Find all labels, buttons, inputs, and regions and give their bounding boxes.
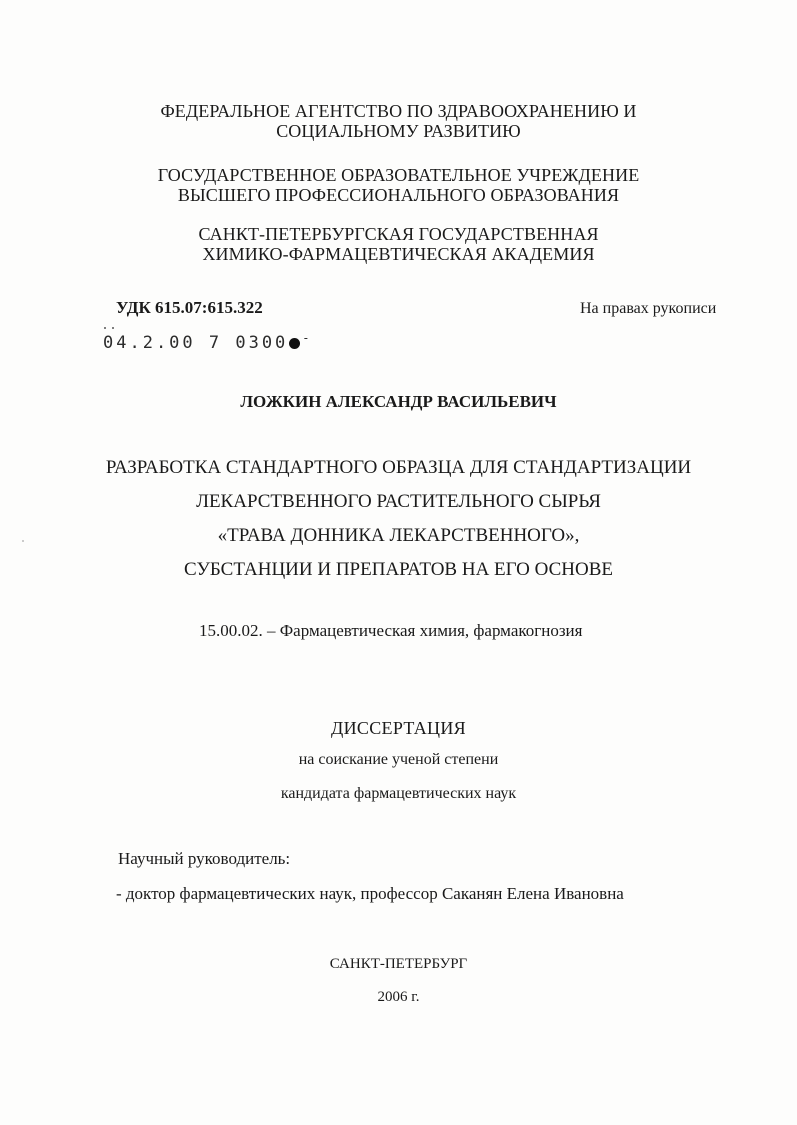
agency-line-2: СОЦИАЛЬНОМУ РАЗВИТИЮ	[276, 121, 521, 141]
institution-line-1: ГОСУДАРСТВЕННОЕ ОБРАЗОВАТЕЛЬНОЕ УЧРЕЖДЕНИЕ	[157, 165, 640, 185]
institution-header	[0, 165, 797, 205]
dissertation-title	[0, 451, 797, 587]
academy-line-2: ХИМИКО-ФАРМАЦЕВТИЧЕСКАЯ АКАДЕМИЯ	[202, 244, 595, 264]
supervisor-details: - доктор фармацевтических наук, профессор Саканян Елена Ивановна	[116, 884, 624, 903]
degree-line-1: на соискание ученой степени	[298, 751, 499, 768]
specialty-code: 15.00.02. – Фармацевтическая химия, фармакогнозия	[199, 621, 583, 640]
institution-line-2: ВЫСШЕГО ПРОФЕССИОНАЛЬНОГО ОБРАЗОВАНИЯ	[177, 185, 620, 205]
city: САНКТ-ПЕТЕРБУРГ	[329, 956, 468, 972]
supervisor-label: Научный руководитель:	[118, 849, 291, 868]
academy-header	[0, 224, 797, 264]
author-name: ЛОЖКИН АЛЕКСАНДР ВАСИЛЬЕВИЧ	[240, 392, 557, 411]
title-line-2: ЛЕКАРСТВЕННОГО РАСТИТЕЛЬНОГО СЫРЬЯ	[196, 491, 601, 512]
title-line-3: «ТРАВА ДОННИКА ЛЕКАРСТВЕННОГО»,	[217, 525, 580, 546]
year: 2006 г.	[377, 989, 420, 1005]
udk-code: УДК 615.07:615.322	[116, 298, 263, 317]
title-line-4: СУБСТАНЦИИ И ПРЕПАРАТОВ НА ЕГО ОСНОВЕ	[184, 559, 613, 580]
dissertation-label: ДИССЕРТАЦИЯ	[331, 718, 466, 738]
manuscript-rights: На правах рукописи	[580, 300, 717, 317]
agency-header	[0, 101, 797, 141]
academy-line-1: САНКТ-ПЕТЕРБУРГСКАЯ ГОСУДАРСТВЕННАЯ	[198, 224, 599, 244]
scan-speck	[22, 540, 24, 542]
scan-speck	[104, 327, 106, 329]
degree-line-2: кандидата фармацевтических наук	[280, 785, 517, 802]
agency-line-1: ФЕДЕРАЛЬНОЕ АГЕНТСТВО ПО ЗДРАВООХРАНЕНИЮ И	[160, 101, 637, 121]
stamp-number: 04.2.00 7 0300	[103, 333, 289, 353]
stamp-tick-icon: -	[302, 331, 313, 345]
archive-stamp	[103, 331, 313, 353]
title-line-1: РАЗРАБОТКА СТАНДАРТНОГО ОБРАЗЦА ДЛЯ СТАНДАРТИЗАЦИИ	[105, 457, 692, 478]
stamp-dot-icon	[289, 338, 300, 349]
scan-speck	[112, 327, 114, 329]
